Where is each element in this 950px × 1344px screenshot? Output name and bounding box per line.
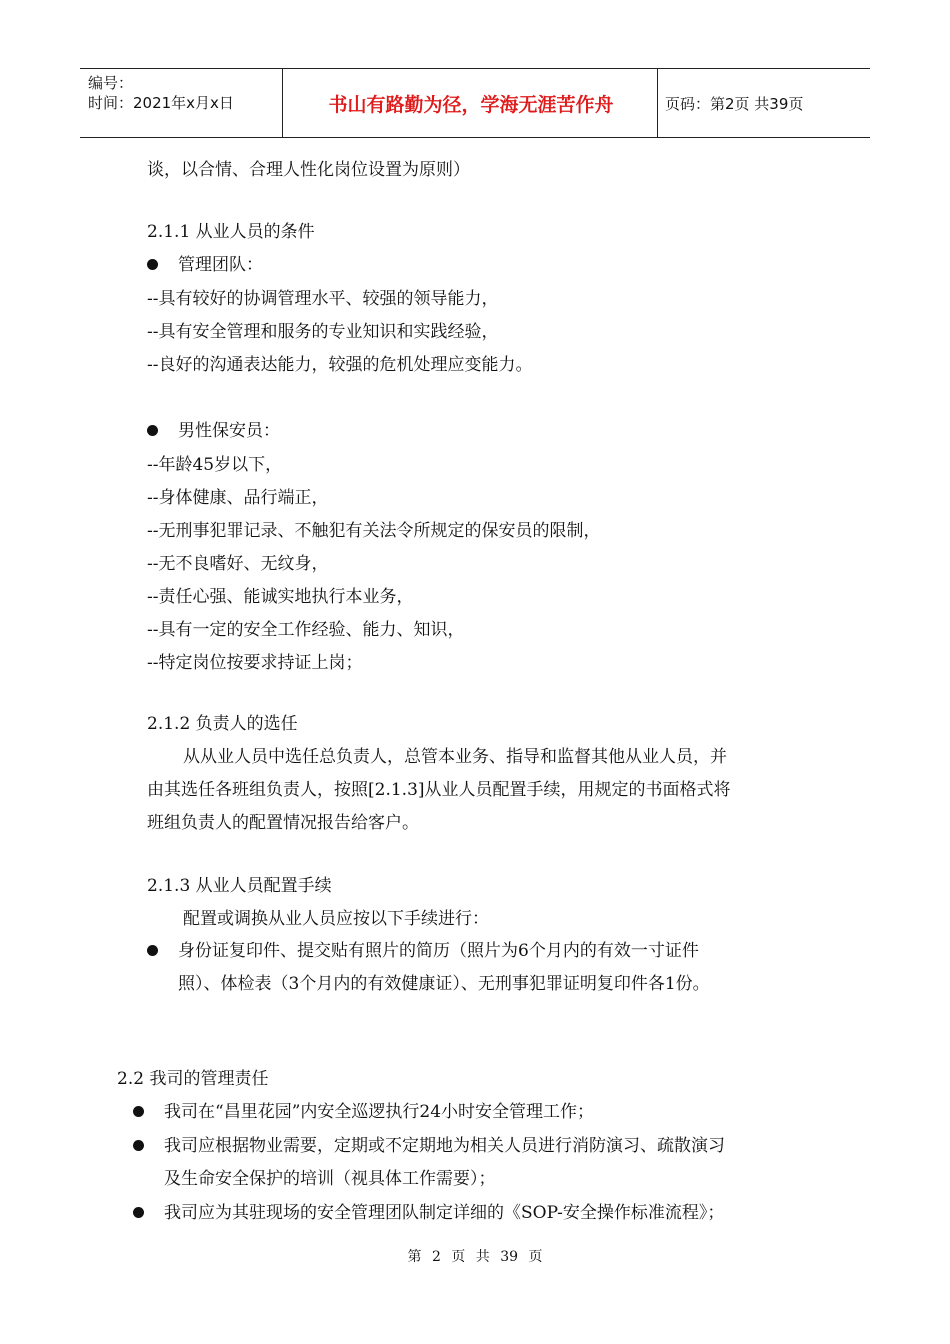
date-label: 时间：2021年x月x日 bbox=[88, 94, 234, 112]
header-motto: 书山有路勤为径，学海无涯苦作舟 bbox=[328, 93, 614, 116]
paragraph-line: 谈，以合情、合理人性化岗位设置为原则） bbox=[147, 160, 470, 180]
section-heading: 2.1.2 负责人的选任 bbox=[147, 714, 298, 734]
list-item: --无不良嗜好、无纹身， bbox=[147, 554, 329, 574]
section-heading: 2.1.3 从业人员配置手续 bbox=[147, 876, 332, 896]
list-item-continuation: 照）、体检表（3个月内的有效健康证）、无刑事犯罪证明复印件各1份。 bbox=[178, 974, 710, 994]
page-footer: 第 2 页 共 39 页 bbox=[407, 1249, 543, 1265]
list-heading: 男性保安员： bbox=[178, 421, 280, 441]
list-item: --身体健康、品行端正， bbox=[147, 488, 329, 508]
paragraph-line: 从从业人员中选任总负责人，总管本业务、指导和监督其他从业人员，并 bbox=[183, 747, 727, 767]
list-item: --责任心强、能诚实地执行本业务， bbox=[147, 587, 414, 607]
page-header bbox=[80, 68, 870, 138]
paragraph-line: 班组负责人的配置情况报告给客户。 bbox=[147, 813, 419, 833]
section-heading: 2.2 我司的管理责任 bbox=[117, 1069, 269, 1089]
header-divider bbox=[282, 69, 283, 137]
list-item: --特定岗位按要求持证上岗； bbox=[147, 653, 363, 673]
bullet-icon bbox=[147, 425, 158, 436]
bullet-icon bbox=[133, 1106, 144, 1117]
list-item: --具有较好的协调管理水平、较强的领导能力， bbox=[147, 289, 499, 309]
list-item-continuation: 及生命安全保护的培训（视具体工作需要）； bbox=[164, 1169, 496, 1189]
list-item: --具有安全管理和服务的专业知识和实践经验， bbox=[147, 322, 499, 342]
list-item: 我司在“昌里花园”内安全巡逻执行24小时安全管理工作； bbox=[164, 1102, 595, 1122]
section-heading: 2.1.1 从业人员的条件 bbox=[147, 222, 315, 242]
list-item: 我司应为其驻现场的安全管理团队制定详细的《SOP-安全操作标准流程》； bbox=[164, 1203, 725, 1223]
header-meta bbox=[88, 73, 234, 113]
paragraph-line: 由其选任各班组负责人，按照[2.1.3]从业人员配置手续，用规定的书面格式将 bbox=[147, 780, 731, 800]
list-item: --具有一定的安全工作经验、能力、知识， bbox=[147, 620, 465, 640]
bullet-icon bbox=[133, 1140, 144, 1151]
bullet-icon bbox=[147, 945, 158, 956]
list-item: --良好的沟通表达能力，较强的危机处理应变能力。 bbox=[147, 355, 533, 375]
list-heading: 管理团队： bbox=[178, 255, 263, 275]
list-item: --无刑事犯罪记录、不触犯有关法令所规定的保安员的限制， bbox=[147, 521, 601, 541]
paragraph-line: 配置或调换从业人员应按以下手续进行： bbox=[183, 909, 489, 929]
list-item: 我司应根据物业需要，定期或不定期地为相关人员进行消防演习、疏散演习 bbox=[164, 1136, 725, 1156]
serial-label: 编号： bbox=[88, 74, 134, 92]
bullet-icon bbox=[147, 259, 158, 270]
list-item: --年龄45岁以下， bbox=[147, 455, 283, 475]
list-item: 身份证复印件、提交贴有照片的简历（照片为6个月内的有效一寸证件 bbox=[178, 941, 699, 961]
header-page-number: 页码：第2页 共39页 bbox=[665, 94, 804, 113]
bullet-icon bbox=[133, 1207, 144, 1218]
header-divider bbox=[657, 69, 658, 137]
